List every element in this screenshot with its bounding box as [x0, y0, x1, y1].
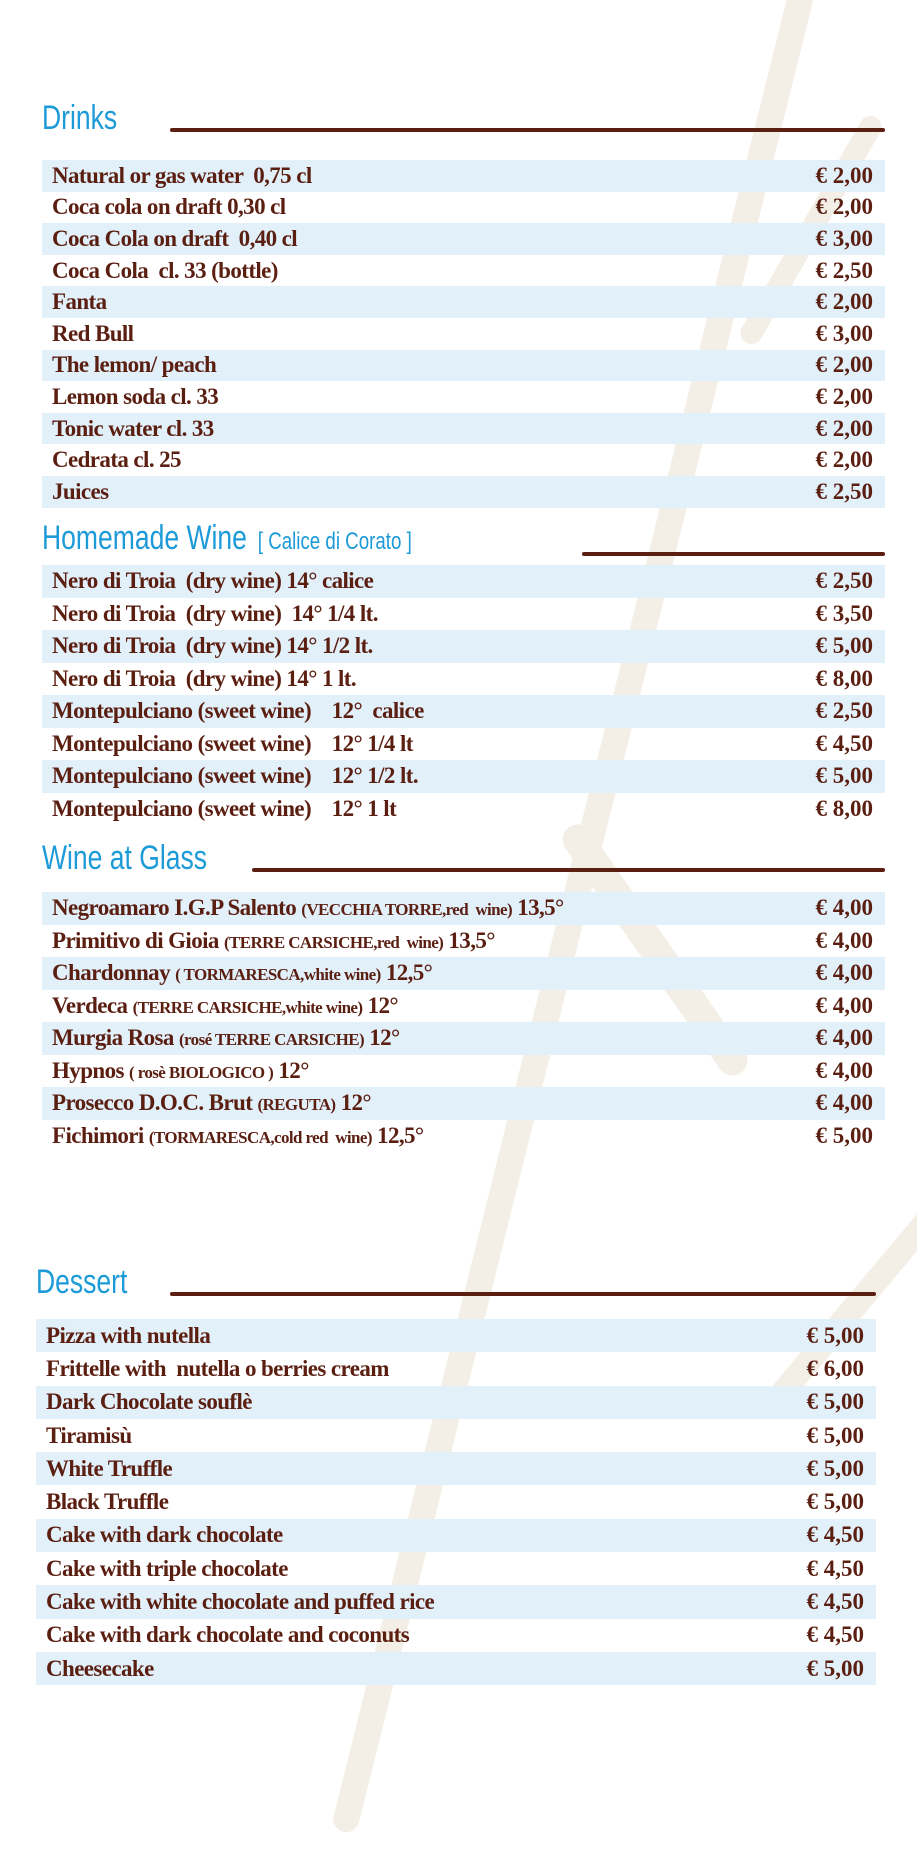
item-price: € 2,50	[815, 698, 873, 724]
menu-item	[42, 793, 885, 826]
item-price: € 4,50	[806, 1522, 864, 1548]
menu-item	[42, 255, 885, 287]
item-detail: (REGUTA)	[257, 1095, 336, 1115]
menu-item	[42, 598, 885, 631]
item-price: € 4,00	[815, 895, 873, 921]
menu-item	[42, 223, 885, 255]
item-price: € 2,00	[815, 415, 873, 441]
item-title: Coca Cola cl. 33 (bottle)	[52, 257, 278, 283]
item-name	[52, 352, 216, 378]
item-name	[52, 163, 312, 189]
item-price: € 5,00	[806, 1322, 864, 1348]
menu-list	[42, 565, 885, 825]
item-title: Fichimori	[52, 1122, 144, 1148]
section-title	[36, 1264, 127, 1300]
item-name	[52, 1090, 371, 1116]
item-title: Frittelle with nutella o berries cream	[46, 1355, 389, 1381]
section-title-text: Wine at Glass	[42, 839, 208, 877]
menu-item	[36, 1519, 876, 1552]
item-title: Verdeca	[52, 992, 128, 1018]
section-dessert	[36, 1256, 876, 1681]
menu-item	[42, 957, 885, 990]
item-price: € 3,00	[815, 320, 873, 346]
item-title: Nero di Troia (dry wine) 14° 1 lt.	[52, 665, 357, 691]
item-name	[52, 763, 418, 789]
menu-item	[42, 192, 885, 224]
item-detail: (VECCHIA TORRE,red wine)	[301, 900, 513, 920]
item-title: Natural or gas water 0,75 cl	[52, 162, 312, 188]
item-price: € 5,00	[806, 1389, 864, 1415]
item-abv: 12°	[340, 1090, 371, 1116]
item-price: € 4,50	[806, 1555, 864, 1581]
item-price: € 4,50	[806, 1622, 864, 1648]
item-price: € 3,00	[815, 225, 873, 251]
menu-item	[42, 476, 885, 508]
item-name	[46, 1489, 168, 1515]
menu-item	[42, 1087, 885, 1120]
item-price: € 2,00	[815, 447, 873, 473]
section-header	[42, 92, 885, 136]
section-title-text: Dessert	[36, 1263, 128, 1301]
item-title: White Truffle	[46, 1455, 173, 1481]
item-title: Montepulciano (sweet wine) 12° 1/2 lt.	[52, 763, 418, 789]
menu-item	[42, 925, 885, 958]
item-name	[52, 666, 356, 692]
item-price: € 4,50	[806, 1589, 864, 1615]
item-title: Juices	[52, 478, 109, 504]
item-price: € 4,00	[815, 1057, 873, 1083]
item-price: € 5,00	[806, 1422, 864, 1448]
section-title	[42, 840, 207, 876]
item-title: The lemon/ peach	[52, 352, 217, 378]
menu-item	[42, 565, 885, 598]
menu-item	[42, 892, 885, 925]
section-title-text: Homemade Wine	[42, 519, 247, 557]
item-title: Cheesecake	[46, 1655, 154, 1681]
item-name	[52, 447, 181, 473]
menu-item	[36, 1452, 876, 1485]
menu-item	[36, 1585, 876, 1618]
item-name	[46, 1456, 172, 1482]
item-price: € 2,50	[815, 568, 873, 594]
item-title: Coca Cola on draft 0,40 cl	[52, 225, 298, 251]
item-price: € 4,00	[815, 1090, 873, 1116]
item-detail: (rosé TERRE CARSICHE)	[178, 1030, 365, 1050]
item-price: € 2,00	[815, 162, 873, 188]
item-abv: 12°	[278, 1057, 309, 1083]
section-divider	[170, 1292, 876, 1296]
item-price: € 5,00	[815, 633, 873, 659]
item-name	[52, 698, 424, 724]
section-title	[42, 520, 412, 560]
item-title: Chardonnay	[52, 960, 170, 986]
item-name	[52, 416, 214, 442]
item-name	[46, 1589, 434, 1615]
item-name	[52, 731, 413, 757]
item-name	[52, 928, 495, 954]
menu-item	[36, 1652, 876, 1685]
item-title: Cake with dark chocolate	[46, 1522, 283, 1548]
item-title: Cedrata cl. 25	[52, 447, 181, 473]
menu-item	[42, 630, 885, 663]
menu-item	[42, 381, 885, 413]
menu-item	[42, 663, 885, 696]
item-title: Red Bull	[52, 320, 134, 346]
item-name	[52, 993, 398, 1019]
item-title: Nero di Troia (dry wine) 14° 1/4 lt.	[52, 600, 378, 626]
item-price: € 3,50	[815, 600, 873, 626]
section-header	[42, 516, 885, 560]
item-price: € 4,00	[815, 1025, 873, 1051]
menu-item	[42, 695, 885, 728]
item-detail: (TERRE CARSICHE,red wine)	[223, 932, 444, 952]
item-title: Montepulciano (sweet wine) 12° 1/4 lt	[52, 730, 413, 756]
section-header	[36, 1256, 876, 1300]
item-title: Negroamaro I.G.P Salento	[52, 895, 297, 921]
menu-item	[42, 318, 885, 350]
item-name	[52, 479, 108, 505]
item-price: € 5,00	[815, 1122, 873, 1148]
item-title: Tonic water cl. 33	[52, 415, 214, 441]
item-name	[52, 289, 107, 315]
menu-list	[42, 892, 885, 1152]
item-name	[52, 194, 286, 220]
item-price: € 5,00	[806, 1655, 864, 1681]
item-name	[52, 796, 396, 822]
section-homemade-wine	[42, 516, 885, 821]
item-title: Fanta	[52, 289, 107, 315]
item-price: € 2,00	[815, 194, 873, 220]
item-title: Prosecco D.O.C. Brut	[52, 1090, 253, 1116]
item-name	[46, 1522, 283, 1548]
menu-item	[42, 286, 885, 318]
item-price: € 2,00	[815, 289, 873, 315]
item-name	[52, 226, 297, 252]
item-price: € 5,00	[806, 1455, 864, 1481]
menu-item	[42, 1022, 885, 1055]
menu-list	[42, 160, 885, 508]
menu-item	[42, 1055, 885, 1088]
item-detail: ( rosè BIOLOGICO )	[128, 1062, 274, 1082]
section-divider	[252, 868, 885, 872]
menu-item	[36, 1352, 876, 1385]
item-name	[52, 321, 133, 347]
menu-item	[42, 728, 885, 761]
item-detail: (TERRE CARSICHE,white wine)	[132, 997, 363, 1017]
item-title: Murgia Rosa	[52, 1025, 174, 1051]
item-name	[52, 384, 218, 410]
item-price: € 2,00	[815, 352, 873, 378]
item-title: Montepulciano (sweet wine) 12° 1 lt	[52, 795, 397, 821]
section-drinks	[42, 92, 885, 504]
item-price: € 5,00	[806, 1489, 864, 1515]
item-abv: 12°	[369, 1025, 400, 1051]
item-title: Cake with triple chocolate	[46, 1555, 288, 1581]
item-title: Pizza with nutella	[46, 1322, 211, 1348]
menu-item	[42, 350, 885, 382]
section-header	[42, 832, 885, 876]
section-divider	[582, 552, 885, 556]
menu-item	[36, 1386, 876, 1419]
item-price: € 4,00	[815, 992, 873, 1018]
section-wine-at-glass	[42, 832, 885, 1148]
item-price: € 6,00	[806, 1355, 864, 1381]
item-title: Nero di Troia (dry wine) 14° 1/2 lt.	[52, 633, 373, 659]
item-abv: 12,5°	[385, 960, 433, 986]
item-abv: 12°	[367, 992, 398, 1018]
item-name	[46, 1323, 210, 1349]
item-title: Hypnos	[52, 1057, 124, 1083]
item-title: Black Truffle	[46, 1489, 169, 1515]
item-price: € 4,50	[815, 730, 873, 756]
menu-item	[42, 990, 885, 1023]
section-title-text: Drinks	[42, 99, 118, 137]
menu-item	[42, 1120, 885, 1153]
item-detail: ( TORMARESCA,white wine)	[175, 965, 381, 985]
item-title: Dark Chocolate souflè	[46, 1389, 252, 1415]
menu-item	[36, 1619, 876, 1652]
item-name	[52, 960, 432, 986]
item-name	[52, 568, 373, 594]
item-detail: (TORMARESCA,cold red wine)	[148, 1127, 372, 1147]
item-abv: 13,5°	[517, 895, 564, 921]
menu-item	[42, 760, 885, 793]
menu-item	[36, 1552, 876, 1585]
item-title: Nero di Troia (dry wine) 14° calice	[52, 568, 374, 594]
item-name	[46, 1622, 409, 1648]
menu-item	[42, 413, 885, 445]
item-title: Cake with dark chocolate and coconuts	[46, 1622, 410, 1648]
section-title	[42, 100, 117, 136]
menu-list	[36, 1319, 876, 1685]
item-name	[52, 1123, 424, 1149]
item-name	[46, 1656, 154, 1682]
item-price: € 8,00	[815, 795, 873, 821]
section-divider	[170, 128, 885, 132]
item-title: Coca cola on draft 0,30 cl	[52, 194, 286, 220]
item-name	[52, 258, 278, 284]
menu-item	[42, 160, 885, 192]
item-title: Lemon soda cl. 33	[52, 383, 219, 409]
menu-item	[42, 444, 885, 476]
menu-item	[36, 1319, 876, 1352]
item-abv: 12,5°	[377, 1122, 424, 1148]
item-price: € 8,00	[815, 665, 873, 691]
item-abv: 13,5°	[448, 927, 495, 953]
item-name	[46, 1423, 132, 1449]
item-name	[52, 1058, 309, 1084]
item-title: Cake with white chocolate and puffed rice	[46, 1589, 435, 1615]
item-name	[52, 1025, 400, 1051]
section-subtitle: [ Calice di Corato ]	[257, 528, 412, 555]
item-price: € 2,00	[815, 383, 873, 409]
item-title: Primitivo di Gioia	[52, 927, 219, 953]
item-name	[46, 1389, 252, 1415]
item-name	[52, 601, 378, 627]
item-title: Montepulciano (sweet wine) 12° calice	[52, 698, 424, 724]
item-name	[46, 1356, 389, 1382]
item-price: € 5,00	[815, 763, 873, 789]
item-name	[52, 633, 373, 659]
item-price: € 2,50	[815, 478, 873, 504]
item-name	[46, 1556, 288, 1582]
menu-item	[36, 1419, 876, 1452]
item-name	[52, 895, 564, 921]
menu-item	[36, 1485, 876, 1518]
item-price: € 4,00	[815, 960, 873, 986]
item-price: € 4,00	[815, 927, 873, 953]
item-price: € 2,50	[815, 257, 873, 283]
item-title: Tiramisù	[46, 1422, 132, 1448]
